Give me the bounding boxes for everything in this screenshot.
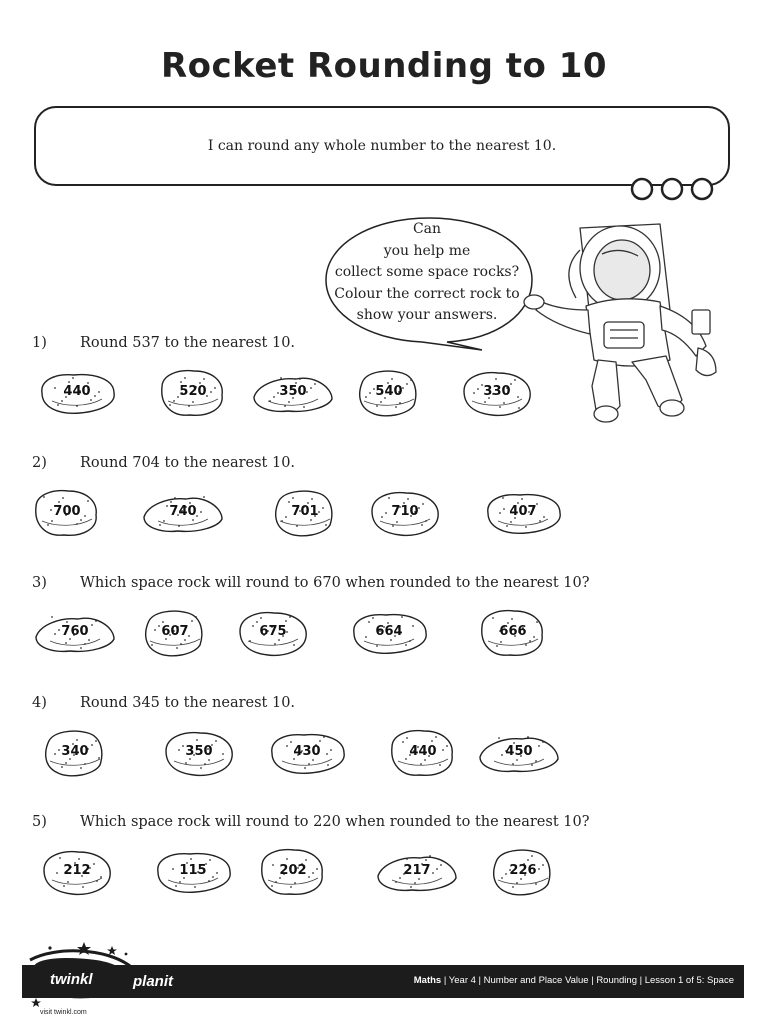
- twinkl-logo-text: twinkl: [50, 971, 93, 988]
- answer-rock[interactable]: [138, 483, 228, 543]
- answer-rock[interactable]: [130, 603, 220, 663]
- footer-details: | Year 4 | Number and Place Value | Rounding | Lesson 1 of 5: Space: [441, 975, 734, 986]
- answer-rock[interactable]: [32, 842, 122, 902]
- rock-number: 350: [185, 744, 213, 759]
- answer-rock[interactable]: [478, 483, 568, 543]
- answer-rock[interactable]: [154, 723, 244, 783]
- rock-number: 440: [409, 744, 437, 759]
- planit-logo-text: planit: [133, 973, 173, 990]
- answer-rock[interactable]: [344, 363, 434, 423]
- rock-number: 340: [61, 744, 89, 759]
- rock-number: 115: [179, 863, 207, 878]
- footer-subject: Maths: [413, 975, 442, 986]
- answer-rock[interactable]: [22, 483, 112, 543]
- rock-number: 700: [53, 504, 81, 519]
- answer-rock[interactable]: [452, 363, 542, 423]
- question-number: 2): [32, 455, 47, 471]
- rock-number: 350: [279, 384, 307, 399]
- question-text: Which space rock will round to 220 when rounded to the nearest 10?: [80, 814, 590, 830]
- rock-number: 440: [63, 384, 91, 399]
- rock-number: 710: [391, 504, 419, 519]
- rock-number: 520: [179, 384, 207, 399]
- rock-number: 664: [375, 624, 403, 639]
- answer-rock[interactable]: [372, 842, 462, 902]
- speech-line: you help me: [383, 242, 471, 259]
- question-text: Round 704 to the nearest 10.: [80, 455, 296, 471]
- footer-lesson-info: [414, 975, 734, 986]
- rock-number: 760: [61, 624, 89, 639]
- speech-line: show your answers.: [356, 307, 498, 323]
- answer-rock[interactable]: [30, 603, 120, 663]
- objective-dots-decoration: [630, 177, 714, 201]
- question-number: 3): [32, 575, 47, 591]
- rock-number: 212: [63, 863, 91, 878]
- astronaut-illustration: [520, 210, 740, 438]
- speech-line: Can: [412, 221, 442, 237]
- answer-rock[interactable]: [148, 842, 238, 902]
- rock-number: 202: [279, 863, 307, 878]
- answer-rock[interactable]: [248, 842, 338, 902]
- page-title: Rocket Rounding to 10: [160, 46, 608, 86]
- rock-number: 540: [375, 384, 403, 399]
- rock-number: 675: [259, 624, 287, 639]
- answer-rock[interactable]: [32, 363, 122, 423]
- question-number: 5): [32, 814, 47, 830]
- answer-rock[interactable]: [148, 363, 238, 423]
- rock-number: 226: [509, 863, 537, 878]
- speech-line: collect some space rocks?: [334, 264, 520, 280]
- question-text: Round 345 to the nearest 10.: [80, 695, 296, 711]
- rock-number: 217: [403, 863, 431, 878]
- speech-bubble-text: [322, 219, 532, 327]
- rock-number: 740: [169, 504, 197, 519]
- question-number: 4): [32, 695, 47, 711]
- question-number: 1): [32, 335, 47, 351]
- answer-rock[interactable]: [474, 723, 564, 783]
- rock-number: 330: [483, 384, 511, 399]
- answer-rock[interactable]: [360, 483, 450, 543]
- answer-rock[interactable]: [260, 483, 350, 543]
- speech-line: Colour the correct rock to: [334, 285, 520, 302]
- learning-objective-box: [34, 106, 730, 186]
- answer-rock[interactable]: [344, 603, 434, 663]
- rock-number: 666: [499, 624, 527, 639]
- answer-rock[interactable]: [378, 723, 468, 783]
- answer-rock[interactable]: [228, 603, 318, 663]
- answer-rock[interactable]: [248, 363, 338, 423]
- rock-number: 701: [291, 504, 319, 519]
- question-text: Round 537 to the nearest 10.: [80, 335, 296, 351]
- rock-number: 450: [505, 744, 533, 759]
- rock-number: 430: [293, 744, 321, 759]
- answer-rock[interactable]: [30, 723, 120, 783]
- rock-number: 607: [161, 624, 189, 639]
- answer-rock[interactable]: [468, 603, 558, 663]
- answer-rock[interactable]: [478, 842, 568, 902]
- rock-number: 407: [509, 504, 537, 519]
- website-text: visit twinkl.com: [40, 1009, 87, 1016]
- answer-rock[interactable]: [262, 723, 352, 783]
- question-text: Which space rock will round to 670 when rounded to the nearest 10?: [80, 575, 590, 591]
- learning-objective-text: I can round any whole number to the nearest 10.: [207, 138, 557, 154]
